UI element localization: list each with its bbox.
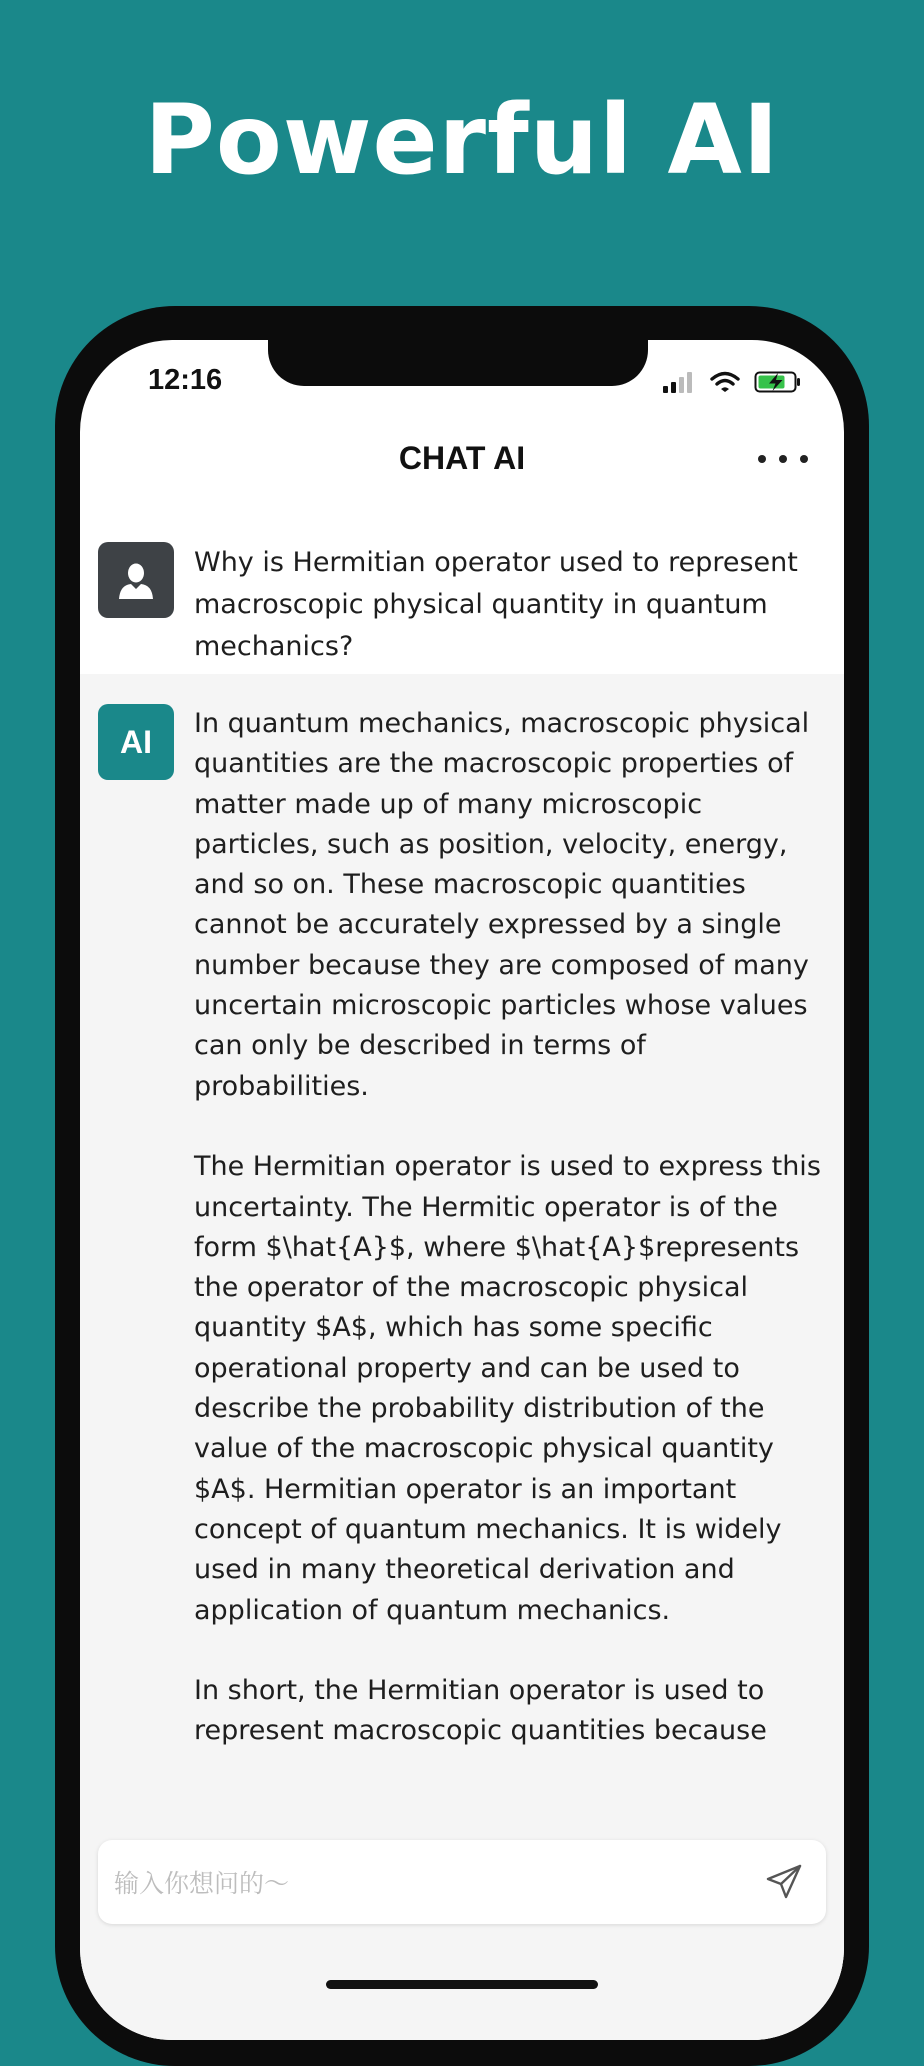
signal-icon — [662, 371, 696, 393]
input-area — [80, 1832, 844, 2040]
user-message-text: Why is Hermitian operator used to represent macroscopic physical quantity in quantum mechanics? — [194, 547, 798, 662]
status-icons — [662, 370, 802, 394]
send-icon — [764, 1862, 804, 1902]
more-icon-dot — [758, 455, 766, 463]
input-box — [98, 1840, 826, 1924]
phone-screen — [80, 340, 844, 2040]
home-indicator — [326, 1980, 598, 1989]
person-icon — [114, 558, 158, 602]
ai-message-paragraph: In short, the Hermitian operator is used to represent macroscopic quantities because — [194, 1675, 767, 1747]
send-button[interactable] — [760, 1858, 808, 1906]
battery-charging-icon — [754, 370, 802, 394]
page-title: CHAT AI — [398, 440, 526, 476]
more-icon-dot — [800, 455, 808, 463]
message-input[interactable] — [112, 1858, 716, 1908]
ai-message-paragraph: In quantum mechanics, macroscopic physical quantities are the macroscopic properties of matter made up of many microscopic particles, such as position, velocity, energy, and so on. These macroscopic quantities cannot be accurately expressed by a single number because they are composed of many uncertain microscopic particles whose values can only be described in terms of probabilities. — [194, 708, 810, 1102]
wifi-icon — [710, 371, 740, 393]
status-time: 12:16 — [148, 364, 223, 396]
more-icon-dot — [779, 455, 787, 463]
user-message — [80, 530, 844, 664]
ai-message-paragraph: The Hermitian operator is used to express this uncertainty. The Hermitic operator is of the form $\hat{A}$, where $\hat{A}$represents the operator of the macroscopic physical quantity $A$, which has some specific operational property and can be used to describe the probability distribution of the value of the macroscopic physical quantity $A$. Hermitian operator is an important concept of quantum mechanics. It is widely used in many theoretical derivation and application of quantum mechanics. — [194, 1151, 821, 1626]
user-avatar — [98, 542, 174, 618]
promo-headline: Powerful AI — [144, 84, 780, 196]
ai-message-text — [194, 704, 824, 1792]
notch — [268, 340, 648, 386]
ai-avatar: AI — [98, 704, 174, 780]
more-button[interactable] — [758, 444, 808, 474]
